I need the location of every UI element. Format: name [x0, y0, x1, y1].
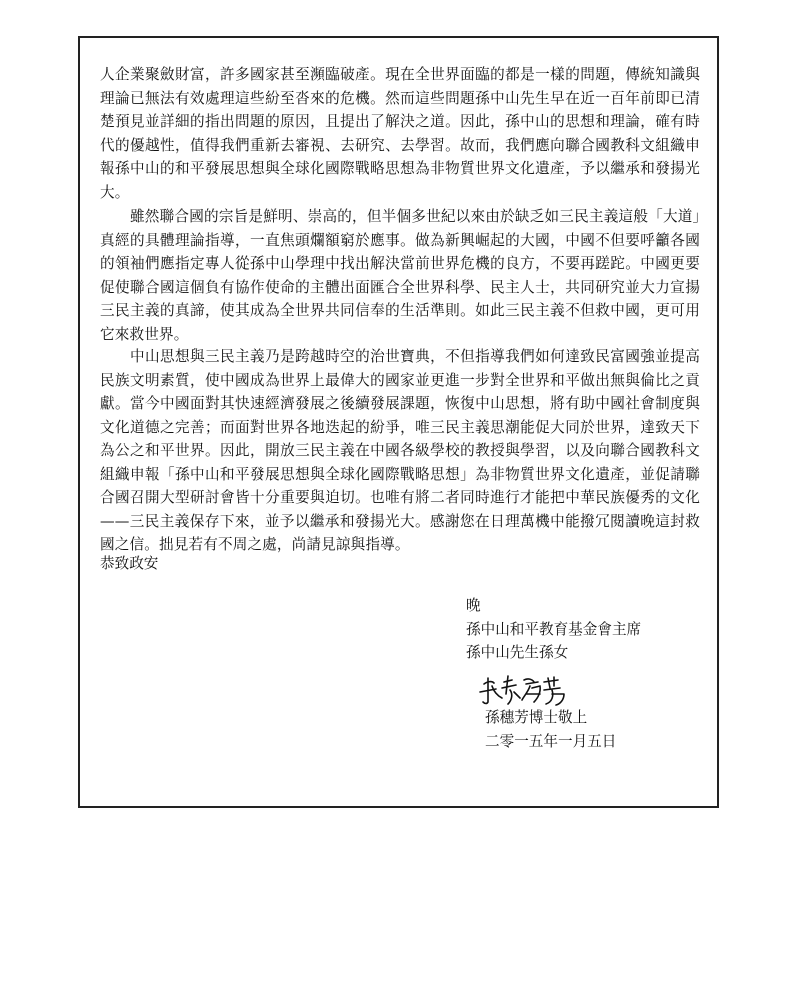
sender-block — [466, 594, 641, 665]
letter-date: 二零一五年一月五日 — [485, 732, 617, 750]
sender-title-foundation: 孫中山和平教育基金會主席 — [466, 620, 642, 638]
handwritten-signature — [478, 672, 588, 708]
sign-off-block — [485, 706, 616, 753]
sender-title-relation: 孫中山先生孫女 — [466, 644, 569, 661]
letter-paragraph-2: 雖然聯合國的宗旨是鮮明、崇高的，但半個多世紀以來由於缺乏如三民主義這般「大道」真經的具體理論指導，一直焦頭爛額窮於應事。做為新興崛起的大國，中國不但要呼籲各國的領袖們應指定專人從孫中山學理中找出解決當前世界危機的良方，不要再蹉跎。中國更要促使聯合國這個負有協作使命的主體出面匯合全世界科學、民主人士，共同研究並大力宣揚三民主義的真諦，使其成為全世界共同信奉的生活準則。如此三民主義不但救中國，更可用它來救世界。 — [100, 208, 700, 343]
letter-paragraph-1: 人企業聚斂財富，許多國家甚至瀕臨破產。現在全世界面臨的都是一樣的問題，傳統知識與理論已無法有效處理這些紛至沓來的危機。然而這些問題孫中山先生早在近一百年前即已清楚預見並詳細的指出問題的原因，且提出了解決之道。因此，孫中山的思想和理論，確有時代的優越性，值得我們重新去審視、去研究、去學習。故而，我們應向聯合國教科文組織申報孫中山的和平發展思想與全球化國際戰略思想為非物質世界文化遺產，予以繼承和發揚光大。 — [100, 66, 700, 201]
closing-salutation: 恭致政安 — [100, 555, 159, 572]
sign-off: 孫穗芳博士敬上 — [485, 709, 588, 726]
letter-paragraph-3: 中山思想與三民主義乃是跨越時空的治世寶典，不但指導我們如何達致民富國強並提高民族文明素質，使中國成為世界上最偉大的國家並更進一步對全世界和平做出無與倫比之貢獻。當今中國面對其快速經濟發展之後續發展課題，恢復中山思想，將有助中國社會制度與文化道德之完善；而面對世界各地迭起的紛爭，唯三民主義思潮能促大同於世界，達致天下為公之和平世界。因此，開放三民主義在中國各級學校的教授與學習，以及向聯合國教科文組織申報「孫中山和平發展思想與全球化國際戰略思想」為非物質世界文化遺產，並促請聯合國召開大型研討會皆十分重要與迫切。也唯有將二者同時進行才能把中華民族優秀的文化——三民主義保存下來，並予以繼承和發揚光大。感謝您在日理萬機中能撥冗閱讀晚這封救國之信。拙見若有不周之處，尚請見諒與指導。 — [100, 348, 700, 553]
sender-prefix: 晚 — [466, 597, 481, 614]
